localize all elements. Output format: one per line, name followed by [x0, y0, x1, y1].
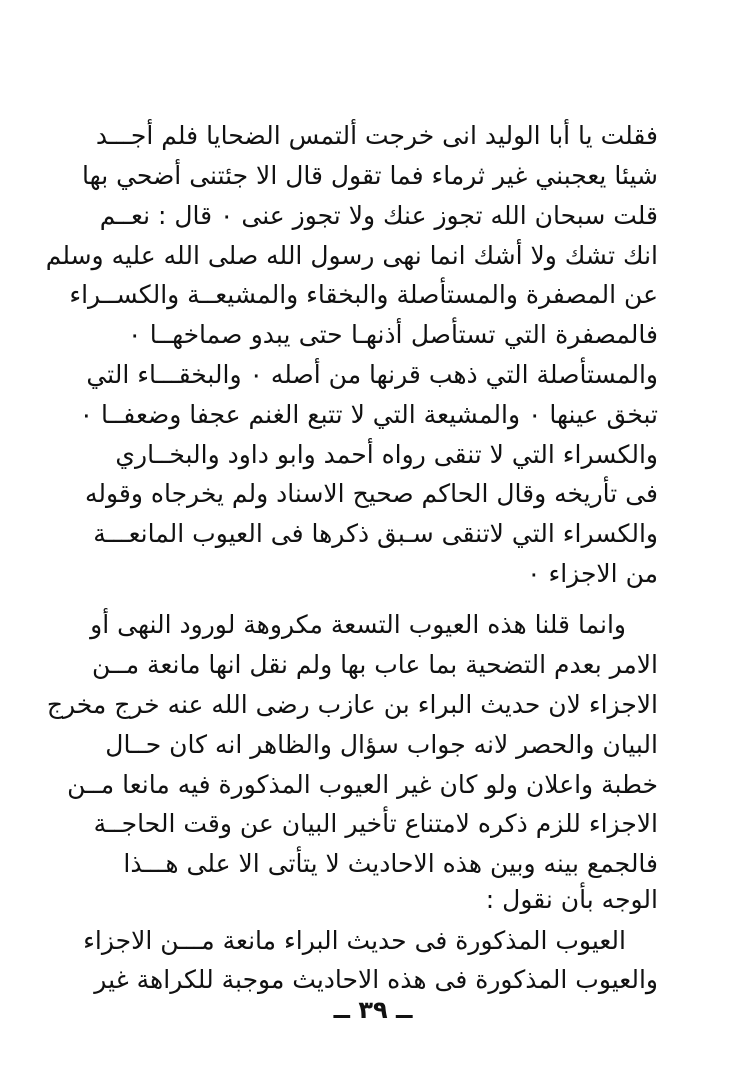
- text-line: فالجمع بينه وبين هذه الاحاديث لا يتأتى الا على هـــذا: [123, 849, 658, 878]
- text-line: والمستأصلة التي ذهب قرنها من أصله ٠ والبخقـــاء التي: [86, 360, 658, 389]
- text-line: فى تأريخه وقال الحاكم صحيح الاسناد ولم يخرجاه وقوله: [84, 479, 658, 508]
- text-line: تبخق عينها ٠ والمشيعة التي لا تتبع الغنم عجفا وضعفــا ٠: [79, 400, 658, 429]
- text-line: الاجزاء لان حديث البراء بن عازب رضى الله عنه خرج مخرج: [46, 690, 658, 719]
- text-line: العيوب المذكورة فى حديث البراء مانعة مـــن الاجزاء: [83, 926, 626, 955]
- text-line: الامر بعدم التضحية بما عاب بها ولم نقل انها مانعة مــن: [92, 650, 658, 679]
- text-line: وانما قلنا هذه العيوب التسعة مكروهة لورود النهى أو: [90, 610, 626, 639]
- text-line: البيان والحصر لانه جواب سؤال والظاهر انه كان حــال: [105, 730, 658, 759]
- text-line: عن المصفرة والمستأصلة والبخقاء والمشيعــة والكســراء: [69, 280, 658, 309]
- text-line: والكسراء التي لا تنقى رواه أحمد وابو داود والبخــاري: [115, 440, 658, 469]
- text-line: فالمصفرة التي تستأصل أذنهـا حتى يبدو صماخهــا ٠: [128, 320, 658, 349]
- text-line: فقلت يا أبا الوليد انى خرجت ألتمس الضحايا فلم أجـــد: [95, 121, 658, 150]
- page-number: ــ ٣٩ ــ: [333, 996, 413, 1024]
- text-line: الوجه بأن نقول :: [485, 885, 658, 914]
- text-line: خطبة واعلان ولو كان غير العيوب المذكورة فيه مانعا مــن: [67, 770, 658, 799]
- text-line: من الاجزاء ٠: [527, 559, 658, 588]
- text-line: والكسراء التي لاتنقى سـبق ذكرها فى العيوب المانعـــة: [93, 519, 658, 548]
- text-line: انك تشك ولا أشك انما نهى رسول الله صلى الله عليه وسلم: [45, 241, 658, 270]
- text-line: قلت سبحان الله تجوز عنك ولا تجوز عنى ٠ قال : نعــم: [99, 201, 658, 230]
- text-line: الاجزاء للزم ذكره لامتناع تأخير البيان عن وقت الحاجــة: [93, 809, 658, 838]
- text-line: والعيوب المذكورة فى هذه الاحاديث موجبة للكراهة غير: [94, 965, 658, 994]
- text-line: شيئا يعجبني غير ثرماء فما تقول قال الا جئتنى أضحي بها: [82, 161, 658, 190]
